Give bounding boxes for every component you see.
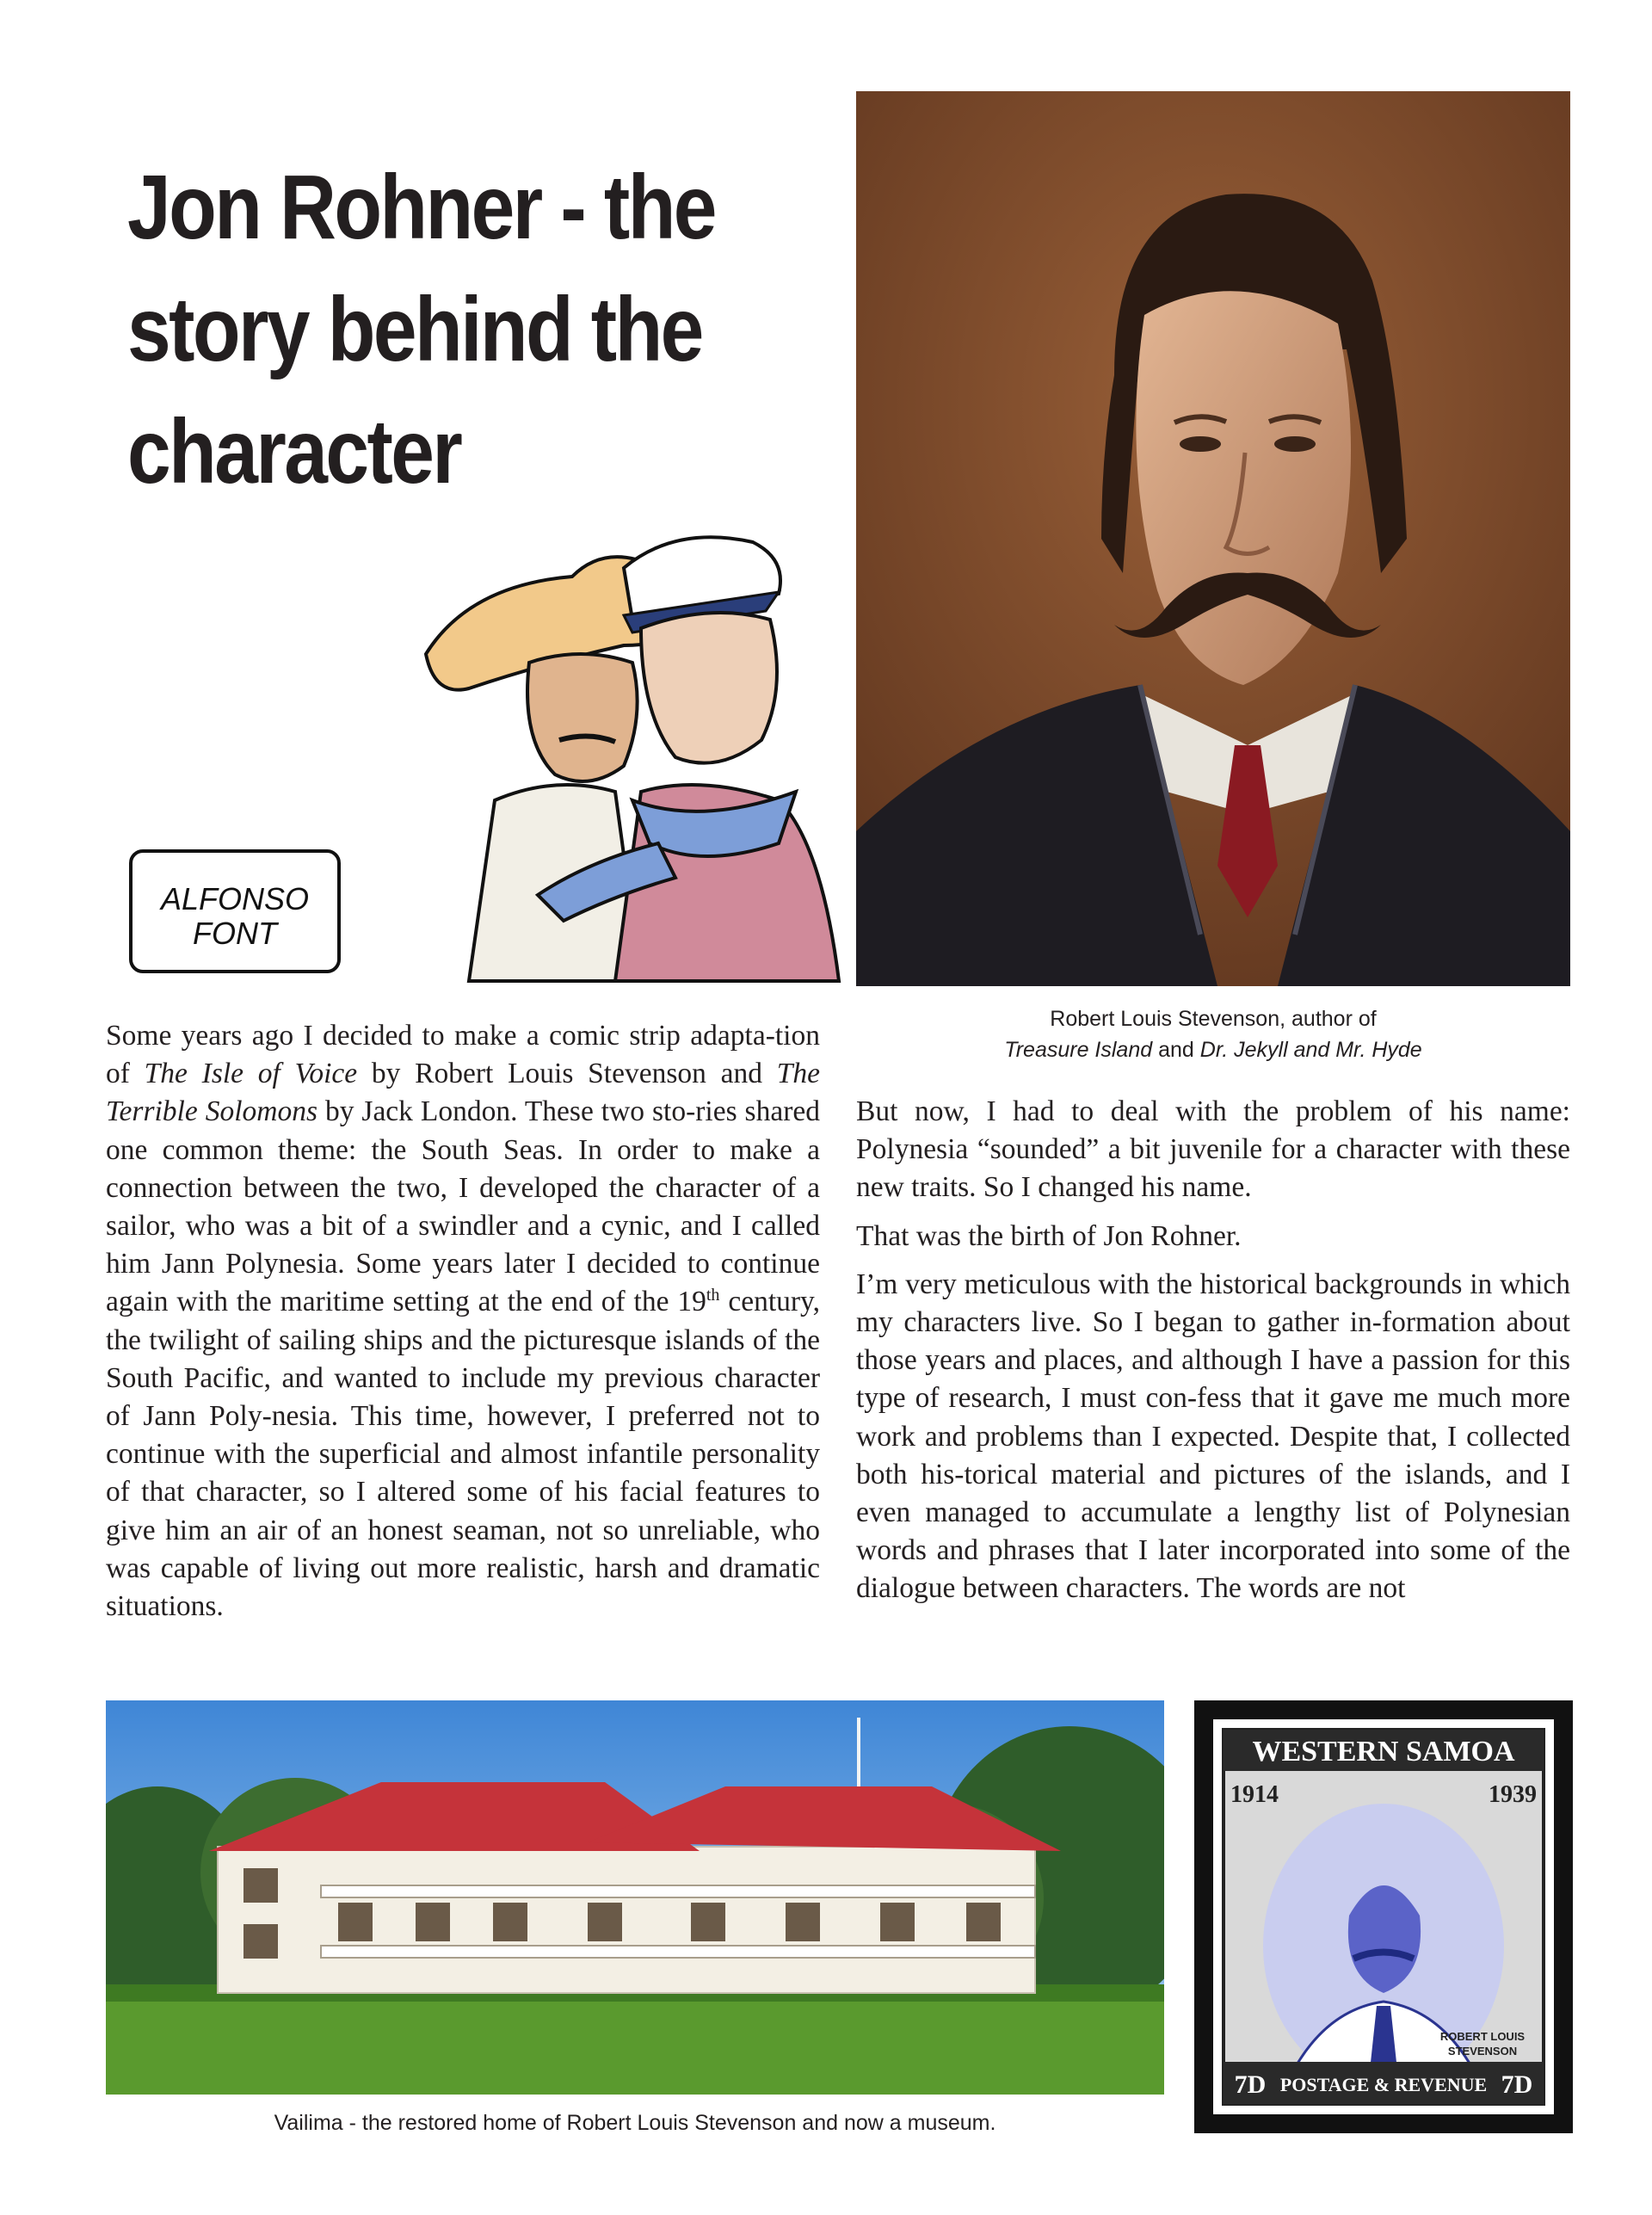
- caption-and: and: [1158, 1038, 1194, 1062]
- right-paragraph-3: I’m very meticulous with the historical backgrounds in which my characters live. So I began to gather in-formation about those years and places, and although I have a passion for this type of research, I must con-fess that it gave me much more work and problems than I expected. Despite that, I collected both his-torical material and pictures of the islands, and I even managed to accumulate a lengthy list of Polynesian words and phrases that I later incorporated into some of the dialogue between characters. The words are not: [856, 1268, 1570, 1605]
- artist-signature: [127, 848, 342, 975]
- left-column: [106, 1017, 820, 1636]
- stamp-name-line-1: ROBERT LOUIS: [1439, 2030, 1526, 2043]
- stamp-year-right: 1939: [1489, 1781, 1537, 1808]
- vailima-photo: [106, 1700, 1164, 2095]
- book-title-terrible-solomons: The Terrible Solomons: [106, 1058, 820, 1128]
- stamp-artwork: [1194, 1700, 1573, 2133]
- book-title-jekyll-hyde: Dr. Jekyll and Mr. Hyde: [1199, 1038, 1422, 1062]
- comic-characters: [417, 516, 854, 986]
- stamp-year-left: 1914: [1230, 1781, 1279, 1808]
- book-title-isle-of-voice: The Isle of Voice: [144, 1058, 358, 1090]
- western-samoa-stamp: [1194, 1700, 1573, 2133]
- stamp-value-right: 7D: [1501, 2070, 1533, 2099]
- right-paragraph-1: But now, I had to deal with the problem of his name: Polynesia “sounded” a bit juvenile for a character with these new traits. So I changed his name.: [856, 1095, 1570, 1204]
- signature-drawing: [127, 848, 342, 975]
- text-run: Some years ago I decided to make a comic strip adapta-tion of: [106, 1020, 820, 1090]
- book-title-treasure-island: Treasure Island: [1004, 1038, 1153, 1062]
- text-run: by Jack London. These two sto-ries shared one common theme: the South Seas. In order to make a connection between the two, I developed the character of a sailor, who was a bit of a swindler and a cynic, and I called him Jann Polynesia. Some years later I decided to continue again with the maritime setting at the end of the 19: [106, 1095, 820, 1318]
- page-title: [127, 146, 734, 513]
- stevenson-portrait: [856, 91, 1570, 986]
- title-line-1: Jon Rohner - the: [127, 157, 715, 258]
- stamp-country: WESTERN SAMOA: [1252, 1736, 1515, 1768]
- right-column: [856, 1093, 1570, 1619]
- stamp-value-left: 7D: [1234, 2070, 1267, 2099]
- superscript: th: [706, 1286, 720, 1305]
- title-line-2: story behind the: [127, 279, 702, 380]
- signature-line-1: ALFONSO: [160, 881, 310, 916]
- title-line-3: character: [127, 401, 461, 503]
- text-run: century, the twilight of sailing ships and the picturesque islands of the South Pacific, and wanted to include my previous character of Jann Poly-nesia. This time, however, I preferred not to continue with the superficial and almost infantile personality of that character, so I altered some of his facial features to give him an air of an honest seaman, not so unreliable, who was capable of living out more realistic, harsh and dramatic situations.: [106, 1286, 820, 1623]
- stamp-postage-revenue: POSTAGE & REVENUE: [1279, 2074, 1488, 2095]
- right-paragraph-2: That was the birth of Jon Rohner.: [856, 1219, 1242, 1252]
- portrait-caption-line-1: Robert Louis Stevenson, author of: [1050, 1007, 1377, 1031]
- portrait-caption-line-2: [856, 1034, 1570, 1065]
- comic-illustration: [417, 516, 854, 986]
- vailima-house: [106, 1700, 1164, 2095]
- signature-line-2: FONT: [193, 916, 277, 951]
- left-paragraph-1: [106, 1017, 820, 1626]
- stamp-name-line-2: STEVENSON: [1447, 2045, 1518, 2058]
- portrait-caption: [856, 1003, 1570, 1065]
- text-run: by Robert Louis Stevenson and: [357, 1058, 777, 1090]
- vailima-caption: Vailima - the restored home of Robert Louis Stevenson and now a museum.: [274, 2111, 996, 2135]
- portrait-painting: [856, 91, 1570, 986]
